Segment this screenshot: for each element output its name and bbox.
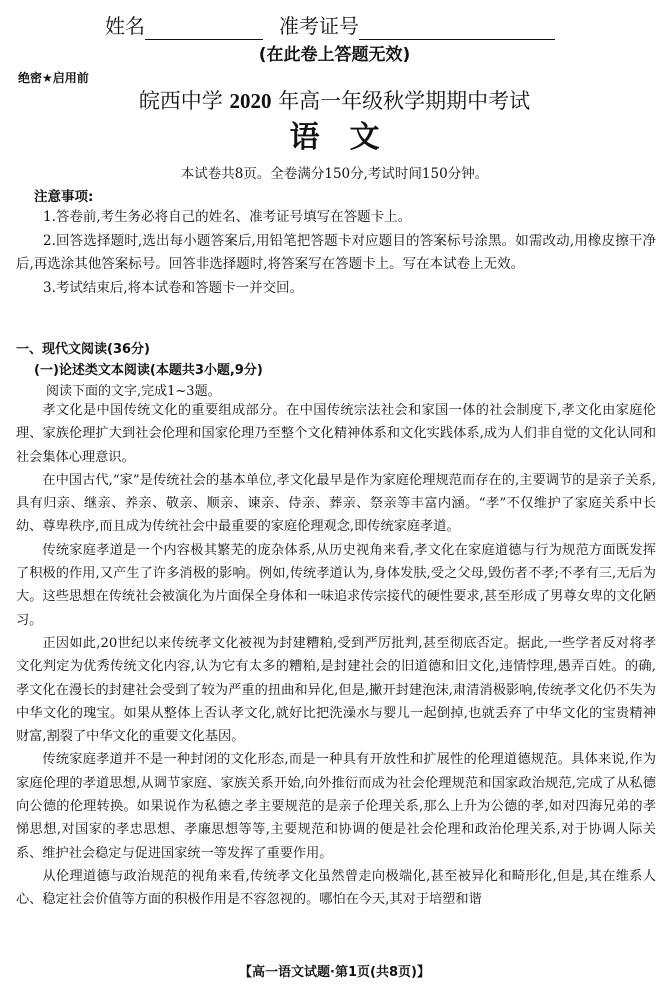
passage-paragraph: 正因如此,20世纪以来传统孝文化被视为封建糟粕,受到严厉批判,甚至彻底否定。据此,一些学者反对将孝文化判定为优秀传统文化内容,认为它有太多的糟粕,是封建社会的旧道德和旧文化,违情悖理,愚弄百姓。的确,孝文化在漫长的封建社会受到了较为严重的扭曲和异化,但是,撇开封建泡沫,肃清消极影响,传统孝文化仍不失为中华文化的瑰宝。如果从整体上否认孝文化,就好比把洗澡水与婴儿一起倒掉,也就丢弃了中华文化的宝贵精神财富,割裂了中华文化的重要文化基因。 bbox=[16, 635, 656, 745]
exam-title bbox=[0, 86, 669, 116]
notes-list bbox=[16, 206, 656, 300]
exam-intro: 本试卷共8页。全卷满分150分,考试时间150分钟。 bbox=[180, 166, 489, 182]
passage-paragraph: 传统家庭孝道并不是一种封闭的文化形态,而是一种具有开放性和扩展性的伦理道德规范。具体来说,作为家庭伦理的孝道思想,从调节家庭、家族关系开始,向外推衍而成为社会伦理规范和国家政治规范,完成了从私德向公德的伦理转换。如果说作为私德之孝主要规范的是亲子伦理关系,那么上升为公德的孝,如对四海兄弟的孝悌思想,对国家的孝忠思想、孝廉思想等等,主要规范和协调的便是社会伦理和政治伦理关系,对于协调人际关系、维护社会稳定与促进国家统一等发挥了重要作用。 bbox=[16, 752, 656, 861]
exam-id-blank[interactable] bbox=[359, 17, 555, 40]
notes-heading: 注意事项: bbox=[34, 189, 94, 205]
subsection-heading: (一)论述类文本阅读(本题共3小题,9分) bbox=[34, 363, 263, 378]
secret-label: 绝密★启用前 bbox=[18, 71, 89, 85]
name-label: 姓名 bbox=[105, 14, 145, 38]
note-item: 1.答卷前,考生务必将自己的姓名、准考证号填写在答题卡上。 bbox=[43, 209, 412, 225]
candidate-fields bbox=[105, 12, 555, 40]
title-school: 皖西中学 bbox=[138, 89, 223, 113]
passage-paragraph: 从伦理道德与政治规范的视角来看,传统孝文化虽然曾走向极端化,甚至被异化和畸形化,但是,其在维系人心、稳定社会价值等方面的积极作用是不容忽视的。哪怕在今天,其对于培塑和谐 bbox=[16, 868, 656, 908]
reading-passage bbox=[16, 399, 656, 912]
title-year: 2020 bbox=[229, 89, 272, 113]
reading-instruction: 阅读下面的文字,完成1~3题。 bbox=[46, 384, 221, 399]
page-footer: 【高一语文试题·第1页(共8页)】 bbox=[239, 965, 430, 980]
note-item: 3.考试结束后,将本试卷和答题卡一并交回。 bbox=[43, 279, 304, 296]
passage-paragraph: 在中国古代,“家”是传统社会的基本单位,孝文化最早是作为家庭伦理规范而存在的,主要调节的是亲子关系,具有归亲、继亲、养亲、敬亲、顺亲、谏亲、侍亲、葬亲、祭亲等丰富内涵。“孝”不仅维护了家庭关系中长幼、尊卑秩序,而且成为传统社会中最重要的家庭伦理观念,即传统家庭孝道。 bbox=[16, 472, 656, 535]
note-item: 2.回答选择题时,选出每小题答案后,用铅笔把答题卡对应题目的答案标号涂黑。如需改动,用橡皮擦干净后,再选涂其他答案标号。回答非选择题时,将答案写在答题卡上。写在本试卷上无效。 bbox=[16, 232, 656, 272]
title-rest: 年高一年级秋学期期中考试 bbox=[278, 89, 531, 113]
answer-invalid-note: (在此卷上答题无效) bbox=[258, 45, 411, 65]
name-blank[interactable] bbox=[145, 17, 263, 40]
passage-paragraph: 孝文化是中国传统文化的重要组成部分。在中国传统宗法社会和家国一体的社会制度下,孝文化由家庭伦理、家族伦理扩大到社会伦理和国家伦理乃至整个文化精神体系和文化实践体系,成为人们非自觉的文化认同和社会集体心理意识。 bbox=[16, 403, 656, 465]
section-heading: 一、现代文阅读(36分) bbox=[16, 342, 150, 357]
passage-paragraph: 传统家庭孝道是一个内容极其繁芜的庞杂体系,从历史视角来看,孝文化在家庭道德与行为规范方面既发挥了积极的作用,又产生了许多消极的影响。例如,传统孝道认为,身体发肤,受之父母,毁伤者不孝;不孝有三,无后为大。这些思想在传统社会被演化为片面保全身体和一味追求传宗接代的硬性要求,甚至形成了男尊女卑的文化陋习。 bbox=[16, 542, 656, 628]
subject-title: 语文 bbox=[289, 120, 410, 155]
exam-id-label: 准考证号 bbox=[279, 14, 359, 38]
